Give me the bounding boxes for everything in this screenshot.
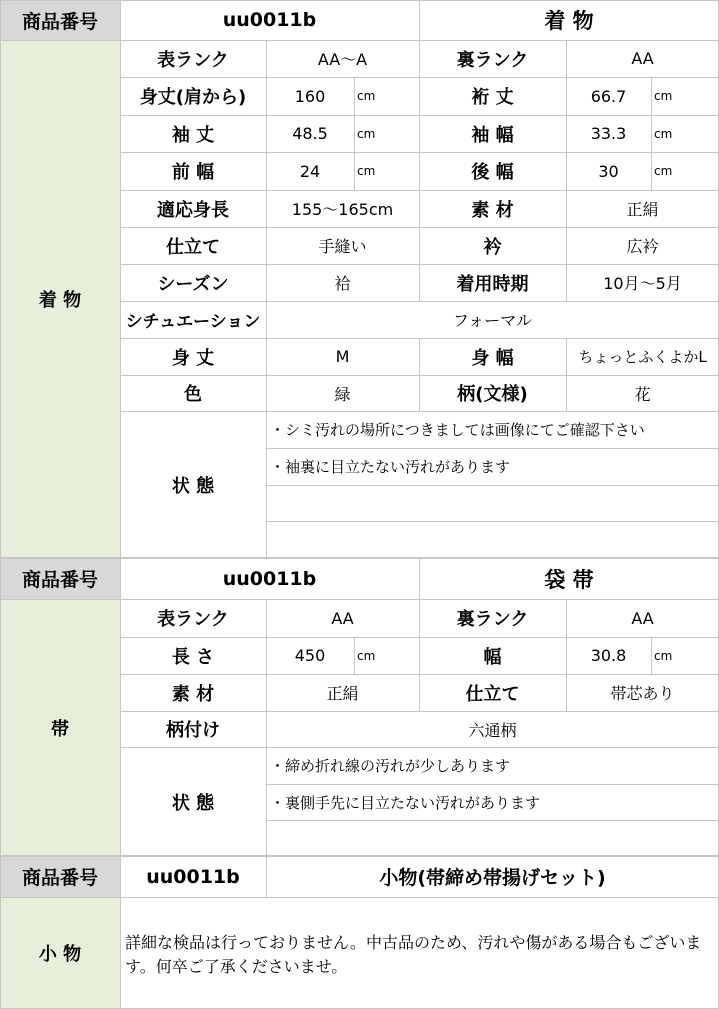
front-width-label: 前 幅 (171, 162, 215, 183)
acc-side-label: 小 物 (38, 944, 82, 965)
color-label: 色 (184, 384, 202, 405)
front-rank-value: AA～A (317, 50, 368, 69)
kimono-condition-label: 状 態 (171, 475, 215, 497)
back-width-value: 30 (598, 161, 619, 181)
kimono-tailoring-value: 手縫い (318, 237, 367, 256)
acc-product-code: uu0011b (146, 865, 240, 888)
obi-side-label: 帯 (51, 718, 69, 740)
sleeve-length-value: 48.5 (292, 124, 328, 143)
obi-width-label: 幅 (483, 646, 502, 668)
size-label: 身 丈 (171, 347, 215, 369)
height-unit: cm (357, 89, 376, 103)
kimono-note (266, 485, 719, 521)
color-value: 緑 (334, 384, 351, 404)
body-width-label: 身 幅 (471, 347, 514, 369)
obi-length-unit: cm (357, 648, 376, 663)
acc-title: 小物(帯締め帯揚げセット) (379, 867, 606, 889)
obi-condition-label: 状 態 (171, 792, 215, 814)
obi-product-code: uu0011b (222, 567, 317, 590)
obi-code-label: 商品番号 (21, 569, 98, 591)
kimono-code-label: 商品番号 (21, 10, 98, 33)
fit-height-label: 適応身長 (157, 199, 229, 221)
kimono-note (266, 521, 719, 557)
obi-back-rank-value: AA (631, 608, 654, 628)
obi-note: ・裏側手先に目立たない汚れがあります (270, 793, 541, 812)
front-width-value: 24 (299, 161, 321, 181)
obi-front-rank-value: AA (331, 608, 354, 628)
obi-width-unit: cm (654, 648, 673, 663)
sleeve-length-unit: cm (357, 126, 376, 141)
sleeve-width-label: 袖 幅 (471, 124, 514, 146)
kimono-side-label: 着 物 (38, 290, 82, 311)
sleeve-length-label: 袖 丈 (171, 124, 215, 146)
sleeve-span-unit: cm (654, 89, 673, 103)
kimono-pattern-label: 柄(文様) (457, 384, 528, 405)
acc-description: 詳細な検品は行っておりません。中古品のため、汚れや傷がある場合もございます。何卒ご了承くださいませ。 (125, 933, 702, 976)
obi-front-rank-label: 表ランク (157, 609, 229, 630)
back-width-label: 後 幅 (471, 162, 514, 183)
season-value: 袷 (334, 274, 351, 293)
obi-length-label: 長 さ (171, 646, 215, 668)
kimono-note: ・シミ汚れの場所につきましては画像にてご確認下さい (270, 421, 645, 439)
situation-value: フォーマル (452, 311, 533, 330)
period-label: 着用時期 (456, 273, 529, 295)
sleeve-span-label: 裄 丈 (471, 87, 514, 108)
situation-label: シチュエーション (125, 312, 261, 332)
size-value: M (335, 347, 350, 366)
obi-length-value: 450 (294, 646, 326, 665)
front-width-unit: cm (357, 164, 376, 178)
back-width-unit: cm (654, 164, 673, 178)
obi-width-value: 30.8 (590, 646, 627, 665)
period-value: 10月～5月 (603, 274, 682, 293)
obi-material-value: 正絹 (326, 684, 359, 703)
kimono-product-code: uu0011b (222, 9, 317, 31)
kimono-pattern-value: 花 (634, 384, 651, 404)
kimono-note: ・袖裏に目立たない汚れがあります (270, 458, 511, 476)
body-width-value: ちょっとふくよかL (578, 348, 707, 366)
collar-label: 衿 (483, 236, 502, 258)
back-rank-value: AA (631, 49, 654, 68)
kimono-title: 着 物 (544, 9, 594, 33)
height-value: 160 (294, 86, 326, 106)
kimono-material-value: 正絹 (626, 200, 659, 219)
obi-note (266, 820, 719, 856)
obi-material-label: 素 材 (171, 683, 215, 705)
season-label: シーズン (157, 273, 229, 295)
obi-pattern-label: 柄付け (166, 720, 220, 741)
obi-tailoring-label: 仕立て (465, 683, 520, 705)
kimono-material-label: 素 材 (471, 199, 514, 221)
back-rank-label: 裏ランク (456, 49, 529, 71)
kimono-tailoring-label: 仕立て (166, 236, 220, 258)
front-rank-label: 表ランク (157, 49, 229, 71)
fit-height-value: 155～165cm (291, 200, 394, 219)
height-label: 身丈(肩から) (139, 87, 247, 108)
obi-title: 袋 帯 (544, 567, 594, 592)
obi-tailoring-value: 帯芯あり (610, 684, 675, 703)
collar-value: 広衿 (626, 237, 659, 256)
obi-note: ・締め折れ線の汚れが少しあります (270, 757, 511, 775)
sleeve-span-value: 66.7 (590, 86, 627, 106)
sleeve-width-value: 33.3 (590, 124, 627, 143)
sleeve-width-unit: cm (654, 126, 673, 141)
obi-pattern-value: 六通柄 (468, 720, 517, 740)
acc-code-label: 商品番号 (21, 867, 98, 889)
obi-back-rank-label: 裏ランク (456, 609, 529, 630)
